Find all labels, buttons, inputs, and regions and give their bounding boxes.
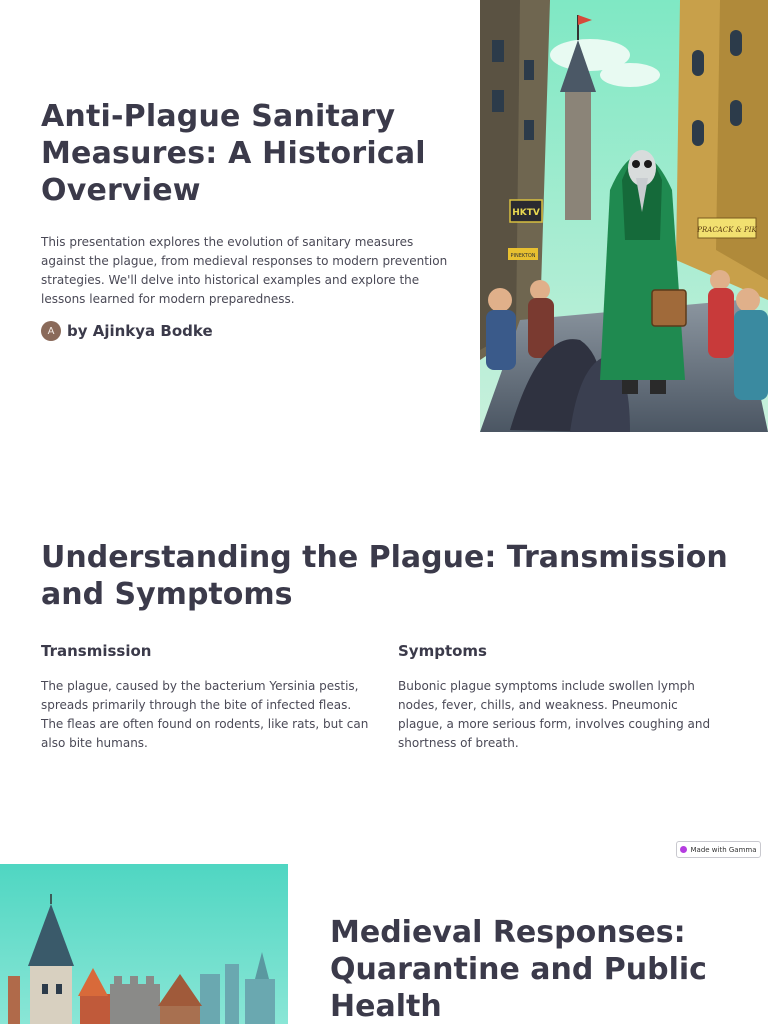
- avatar: [41, 321, 61, 341]
- medieval-responses-slide: [0, 864, 768, 1024]
- section-title: Understanding the Plague: Transmission and Symptoms: [41, 540, 728, 612]
- symptoms-column: [398, 642, 726, 753]
- made-with-gamma-badge[interactable]: [676, 841, 761, 858]
- shop-sign-pinekton: PINEKTON: [510, 253, 536, 259]
- badge-label: Made with Gamma: [690, 845, 757, 854]
- avatar-initial: A: [47, 325, 55, 337]
- transmission-heading: Transmission: [41, 642, 152, 660]
- symptoms-text: Bubonic plague symptoms include swollen lymph nodes, fever, chills, and weakness. Pneumonic plague, a more serious form, involves coughing and shortness of breath.: [398, 679, 711, 750]
- transmission-symptoms-slide: [0, 432, 768, 864]
- author-byline: [41, 321, 451, 341]
- title-slide: [0, 0, 768, 432]
- transmission-text: The plague, caused by the bacterium Yersinia pestis, spreads primarily through the bite of infected fleas. The fleas are often found on rodents, like rats, but can also bite humans.: [41, 679, 369, 750]
- section-title: Medieval Responses: Quarantine and Public Health: [330, 915, 707, 1024]
- shop-sign-hktv: HKTV: [512, 208, 540, 218]
- page-title: Anti-Plague Sanitary Measures: A Historical Overview: [41, 99, 426, 208]
- medieval-town-illustration: [0, 864, 288, 1024]
- shop-sign-pracack: PRACACK & PIK: [697, 226, 757, 234]
- author-name: by Ajinkya Bodke: [67, 322, 213, 340]
- symptoms-heading: Symptoms: [398, 642, 487, 660]
- transmission-column: [41, 642, 369, 753]
- plague-doctor-illustration: [480, 0, 768, 432]
- title-slide-text: [41, 98, 451, 341]
- presentation-description: This presentation explores the evolution of sanitary measures against the plague, from medieval responses to modern prevention strategies. We'll delve into historical examples and explore the lessons learned for modern preparedness.: [41, 235, 448, 306]
- gamma-logo-icon: [680, 846, 687, 853]
